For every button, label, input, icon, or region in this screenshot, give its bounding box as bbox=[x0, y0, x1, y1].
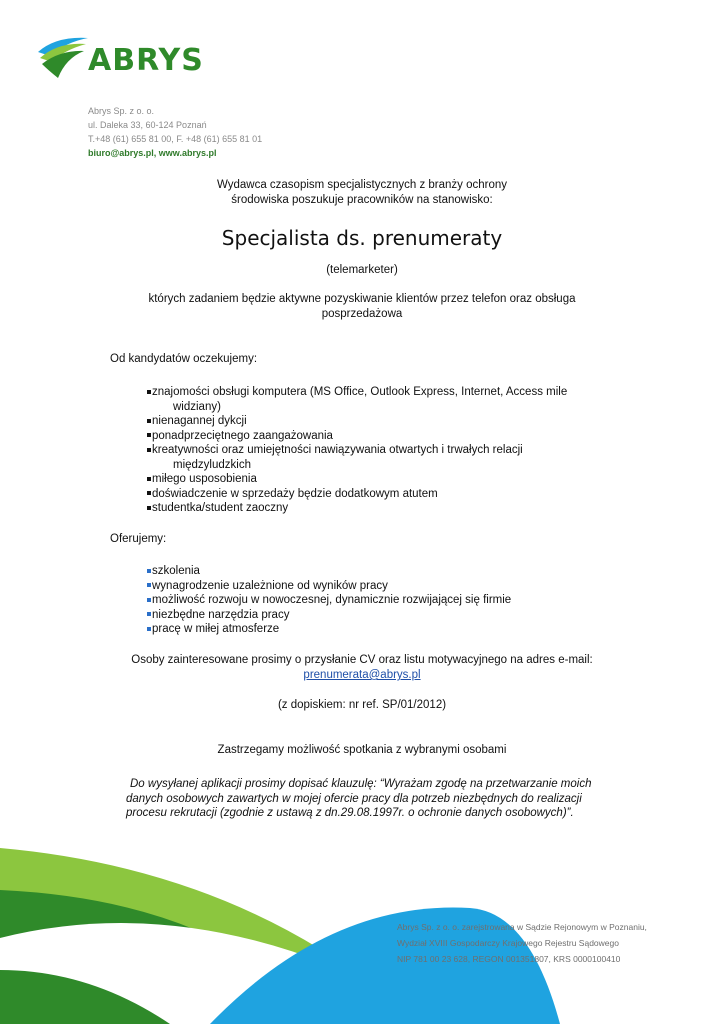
clause-line: procesu rekrutacji (zgodnie z ustawą z dn.29.08.1997r. o ochronie danych osobowych)”. bbox=[126, 807, 574, 819]
job-title: Specjalista ds. prenumeraty bbox=[221, 226, 503, 250]
list-item: studentka/student zaoczny bbox=[147, 501, 607, 516]
offer-list bbox=[147, 564, 607, 637]
offer-heading: Oferujemy: bbox=[110, 533, 167, 545]
list-item: możliwość rozwoju w nowoczesnej, dynamicznie rozwijającej się firmie bbox=[147, 593, 607, 608]
email-link[interactable]: prenumerata@abrys.pl bbox=[303, 669, 421, 681]
bullet-icon bbox=[147, 448, 151, 452]
list-item: znajomości obsługi komputera (MS Office, Outlook Express, Internet, Access mile widziany) bbox=[147, 385, 607, 414]
footer-line: Abrys Sp. z o. o. zarejstrowana w Sądzie Rejonowym w Poznaniu, bbox=[397, 922, 647, 932]
contact-info bbox=[0, 653, 724, 683]
company-phone: T.+48 (61) 655 81 00, F. +48 (61) 655 81 01 bbox=[88, 134, 263, 144]
intro-text bbox=[0, 178, 724, 208]
company-name: Abrys Sp. z o. o. bbox=[88, 106, 155, 116]
list-item: niezbędne narzędzia pracy bbox=[147, 608, 607, 623]
list-item: ponadprzeciętnego zaangażowania bbox=[147, 429, 607, 444]
reserve-note: Zastrzegamy możliwość spotkania z wybranymi osobami bbox=[217, 744, 507, 756]
requirements-heading: Od kandydatów oczekujemy: bbox=[110, 353, 258, 365]
legal-footer bbox=[397, 919, 647, 967]
intro-line: środowiska poszukuje pracowników na stanowisko: bbox=[231, 194, 493, 206]
footer-line: NIP 781 00 23 628, REGON 001351807, KRS 0000100410 bbox=[397, 954, 621, 964]
clause-line: danych osobowych zawartych w mojej ofercie pracy dla potrzeb niezbędnych do realizacji bbox=[126, 792, 582, 805]
tasks-line: których zadaniem będzie aktywne pozyskiwanie klientów przez telefon oraz obsługa bbox=[148, 293, 576, 305]
bullet-icon bbox=[147, 419, 151, 423]
bullet-icon bbox=[147, 612, 151, 616]
abrys-logo bbox=[36, 34, 226, 84]
tasks-line: posprzedażowa bbox=[321, 308, 403, 320]
footer-line: Wydział XVIII Gospodarczy Krajowego Rejestru Sądowego bbox=[397, 938, 619, 948]
list-item: kreatywności oraz umiejętności nawiązywania otwartych i trwałych relacji międzyludzkich bbox=[147, 443, 607, 472]
bullet-icon bbox=[147, 506, 151, 510]
clause-line: Do wysyłanej aplikacji prosimy dopisać klauzulę: “Wyrażam zgodę na przetwarzanie moich bbox=[130, 778, 592, 790]
bullet-icon bbox=[147, 491, 151, 495]
bullet-icon bbox=[147, 569, 151, 573]
intro-line: Wydawca czasopism specjalistycznych z branży ochrony bbox=[216, 179, 508, 191]
bullet-icon bbox=[147, 433, 151, 437]
bullet-icon bbox=[147, 477, 151, 481]
gdpr-clause bbox=[126, 777, 616, 821]
company-info bbox=[88, 104, 262, 160]
requirements-list bbox=[147, 385, 607, 516]
contact-text: Osoby zainteresowane prosimy o przysłanie CV oraz listu motywacyjnego na adres e-mail: bbox=[131, 654, 593, 666]
logo-text: ABRYS bbox=[88, 43, 204, 78]
list-item: pracę w miłej atmosferze bbox=[147, 622, 607, 637]
company-address: ul. Daleka 33, 60-124 Poznań bbox=[88, 120, 207, 130]
logo-swoosh-icon bbox=[36, 34, 96, 84]
bullet-icon bbox=[147, 598, 151, 602]
list-item: doświadczenie w sprzedaży będzie dodatkowym atutem bbox=[147, 487, 607, 502]
reference-note: (z dopiskiem: nr ref. SP/01/2012) bbox=[277, 699, 447, 711]
list-item: miłego usposobienia bbox=[147, 472, 607, 487]
job-tasks bbox=[120, 292, 604, 322]
job-subtitle: (telemarketer) bbox=[326, 264, 398, 276]
bullet-icon bbox=[147, 583, 151, 587]
list-item: wynagrodzenie uzależnione od wyników pracy bbox=[147, 579, 607, 594]
bullet-icon bbox=[147, 390, 151, 394]
company-web[interactable]: biuro@abrys.pl, www.abrys.pl bbox=[88, 148, 217, 158]
bullet-icon bbox=[147, 627, 151, 631]
list-item: nienagannej dykcji bbox=[147, 414, 607, 429]
list-item: szkolenia bbox=[147, 564, 607, 579]
